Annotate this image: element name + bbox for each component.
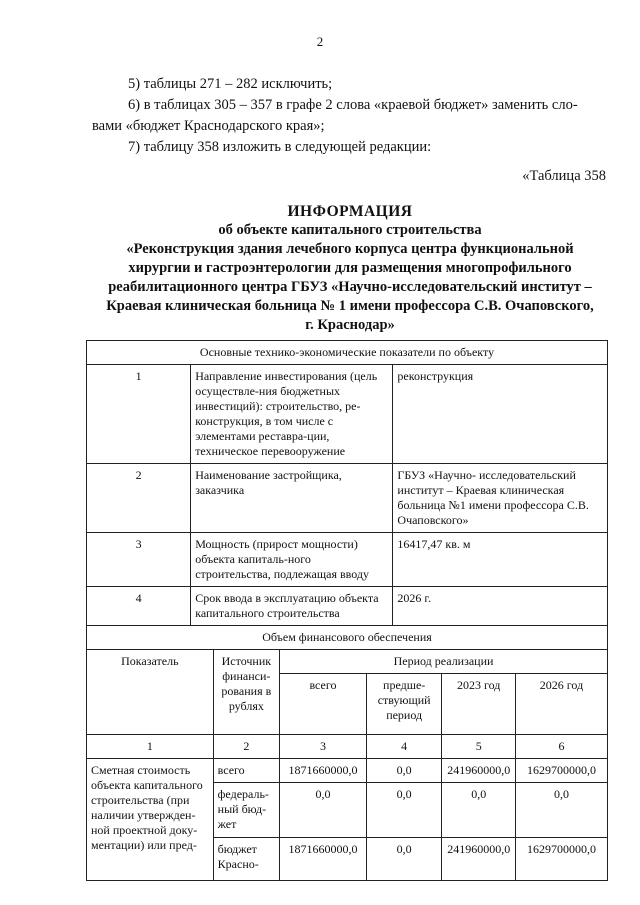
table-reference: «Таблица 358: [522, 168, 606, 184]
amendment-item-6-line1: 6) в таблицах 305 – 357 в графе 2 слова «краевой бюджет» заменить сло-: [128, 97, 578, 113]
fin-total: 0,0: [280, 783, 367, 838]
amendment-item-6-line2: вами «бюджет Краснодарского края»;: [92, 118, 325, 134]
fin-2026: 1629700000,0: [516, 759, 608, 783]
header-indicator: Показатель: [87, 650, 214, 735]
row-value: 16417,47 кв. м: [393, 533, 608, 587]
title-line-6: Краевая клиническая больница № 1 имени профессора С.В. Очаповского,: [106, 298, 594, 314]
table-row: [87, 533, 608, 587]
amendment-list: [0, 74, 640, 158]
info-table: [86, 340, 608, 881]
header-prior: предше-ствующий период: [366, 674, 442, 735]
row-number: 4: [87, 587, 191, 626]
header-period: Период реализации: [280, 650, 608, 674]
table-row: [87, 759, 608, 783]
col-number-6: 6: [516, 735, 608, 759]
col-number-4: 4: [366, 735, 442, 759]
col-number-1: 1: [87, 735, 214, 759]
amendment-item-5: 5) таблицы 271 – 282 исключить;: [128, 76, 333, 92]
row-label: Срок ввода в эксплуатацию объекта капитального строительства: [191, 587, 393, 626]
fin-total: 1871660000,0: [280, 838, 367, 881]
fin-prior: 0,0: [366, 783, 442, 838]
amendment-item-7: 7) таблицу 358 изложить в следующей редакции:: [128, 139, 432, 155]
fin-2026: 0,0: [516, 783, 608, 838]
table-row: [87, 365, 608, 464]
row-value: реконструкция: [393, 365, 608, 464]
fin-2023: 241960000,0: [442, 838, 516, 881]
fin-total: 1871660000,0: [280, 759, 367, 783]
row-label: Направление инвестирования (цель осуществле-ния бюджетных инвестиций): строительство, ре-конструкция, в том числе с элементами реставра-ции, техническое перевооружение: [191, 365, 393, 464]
header-source: Источник финанси-рования в рублях: [213, 650, 279, 735]
table-row: [87, 464, 608, 533]
row-number: 1: [87, 365, 191, 464]
title-line-5: реабилитационного центра ГБУЗ «Научно-исследовательский институт –: [108, 279, 592, 295]
header-2026: 2026 год: [516, 674, 608, 735]
section-header-financing: Объем финансового обеспечения: [87, 626, 608, 650]
row-value: ГБУЗ «Научно- исследовательский институт – Краевая клиническая больница №1 имени профессора С.В. Очаповского»: [393, 464, 608, 533]
fin-source: бюджет Красно-: [213, 838, 279, 881]
page-number: 2: [316, 34, 324, 49]
row-number: 2: [87, 464, 191, 533]
fin-2026: 1629700000,0: [516, 838, 608, 881]
fin-source: федераль-ный бюд-жет: [213, 783, 279, 838]
col-number-5: 5: [442, 735, 516, 759]
fin-prior: 0,0: [366, 838, 442, 881]
col-number-3: 3: [280, 735, 367, 759]
title-line-7: г. Краснодар»: [305, 317, 395, 333]
indicator-cell: Сметная стоимость объекта капитального строительства (при наличии утвержден-ной проектной доку-ментации) или пред-: [87, 759, 214, 881]
title-line-4: хирургии и гастроэнтерологии для размещения многопрофильного: [128, 260, 572, 276]
fin-2023: 0,0: [442, 783, 516, 838]
title-line-2: об объекте капитального строительства: [218, 222, 482, 238]
fin-prior: 0,0: [366, 759, 442, 783]
document-title: [80, 202, 620, 335]
table-row: [87, 587, 608, 626]
row-label: Наименование застройщика, заказчика: [191, 464, 393, 533]
title-line-3: «Реконструкция здания лечебного корпуса центра функциональной: [126, 241, 574, 257]
row-number: 3: [87, 533, 191, 587]
fin-source: всего: [213, 759, 279, 783]
fin-2023: 241960000,0: [442, 759, 516, 783]
header-2023: 2023 год: [442, 674, 516, 735]
row-value: 2026 г.: [393, 587, 608, 626]
section-header-indicators: Основные технико-экономические показатели по объекту: [87, 341, 608, 365]
row-label: Мощность (прирост мощности) объекта капиталь-ного строительства, подлежащая вводу: [191, 533, 393, 587]
col-number-2: 2: [213, 735, 279, 759]
header-total: всего: [280, 674, 367, 735]
title-main: ИНФОРМАЦИЯ: [287, 203, 413, 220]
